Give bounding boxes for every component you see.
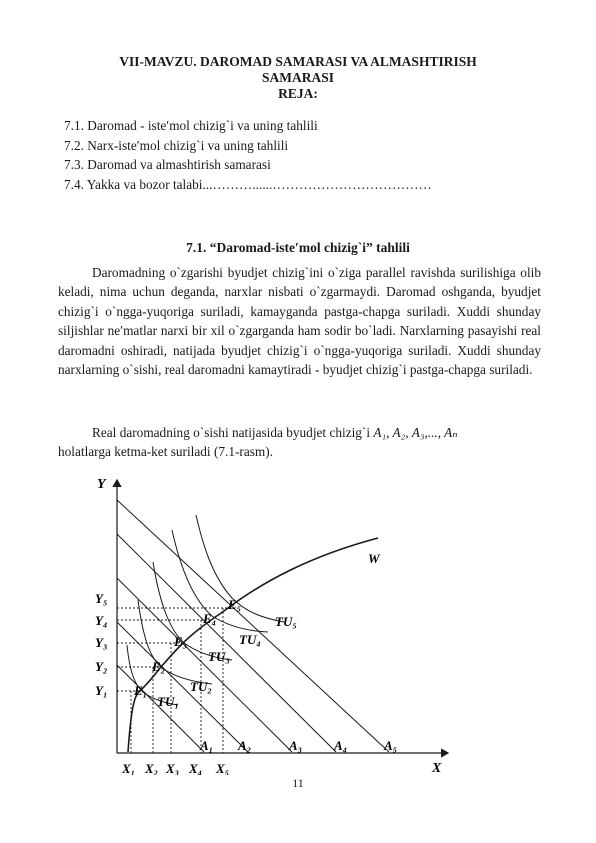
- title-line-2: SAMARASI: [261, 70, 334, 85]
- x-tick-label: X₃: [166, 761, 180, 775]
- equilibrium-label: E₄: [203, 611, 217, 626]
- budget-line-a5: [117, 500, 389, 752]
- indifference-label: TU₄: [239, 632, 261, 647]
- budget-sequence-formula: A₁, A₂, A₃,..., Aₙ: [373, 425, 458, 440]
- budget-label: A₅: [384, 738, 398, 753]
- chapter-title: [60, 54, 536, 102]
- y-axis-label: Y: [97, 477, 106, 492]
- plan-item: 7.4. Yakka va bozor talabi...………......………………………………: [64, 176, 432, 192]
- section-title: 7.1. “Daromad-iste′mol chizig`i” tahlili: [186, 240, 410, 255]
- paragraph-text: holatlarga ketma-ket suriladi (7.1-rasm).: [58, 444, 274, 460]
- budget-label: A₃: [289, 738, 303, 753]
- body-paragraph-1: [58, 263, 541, 379]
- y-tick-label: Y₅: [95, 591, 108, 606]
- x-tick-label: X₂: [145, 761, 159, 775]
- plan-heading: REJA:: [278, 86, 318, 101]
- y-tick-label: Y₁: [95, 683, 108, 698]
- body-paragraph-2: [58, 423, 541, 462]
- y-tick-label: Y₃: [95, 635, 108, 650]
- indifference-label: TU₅: [275, 614, 297, 629]
- x-axis-label: X: [432, 761, 442, 775]
- x-tick-label: X₄: [189, 761, 203, 775]
- equilibrium-label: E₁: [134, 683, 148, 698]
- equilibrium-label: E₅: [228, 597, 242, 612]
- budget-label: A₄: [334, 738, 348, 753]
- budget-line-a3: [117, 578, 292, 752]
- equilibrium-label: E₂: [152, 659, 166, 674]
- plan-item: 7.2. Narx-iste′mol chizig`i va uning tahlili: [64, 137, 289, 153]
- indifference-label: TU₁: [157, 694, 179, 709]
- budget-label: A₂: [238, 738, 252, 753]
- income-consumption-figure: [0, 470, 596, 775]
- curve-w-label: W: [368, 551, 380, 566]
- plan-list: [64, 116, 432, 194]
- title-line-1: VII-MAVZU. DAROMAD SAMARASI VA ALMASHTIRISH: [119, 54, 477, 69]
- plan-item: 7.1. Daromad - iste′mol chizig`i va uning tahlili: [64, 118, 318, 133]
- indifference-label: TU₃: [208, 649, 230, 664]
- y-tick-label: Y₂: [95, 659, 108, 674]
- budget-label: A₁: [200, 738, 214, 753]
- y-tick-label: Y₄: [95, 613, 108, 628]
- page-number: 11: [292, 776, 304, 790]
- paragraph-text: Real daromadning o`sishi natijasida byudjet chizig`i: [92, 425, 371, 440]
- indifference-curve-tu3: [153, 562, 232, 660]
- x-tick-label: X₁: [122, 761, 136, 775]
- indifference-label: TU₂: [190, 679, 212, 694]
- paragraph-line: [58, 423, 541, 442]
- paragraph-text: Daromadning o`zgarishi byudjet chizig`ini o`ziga parallel ravishda surilishiga olib keladi, nima uchun deganda, narxlar nisbati o`zgarmaydi. Daromad oshganda, byudjet chizig`i o`ngga-yuqoriga suriladi, kamayganda pastga-chapga suriladi. Xuddi shunday siljishlar ne′matlar narxi bir xil o`zgarganda ham sodir bo`ladi. Narxlarning pasayishi real daromadni oshiradi, natijada byudjet chizig`i o`ngga-yuqoriga suriladi. Xuddi shunday narxlarning o`sishi, real daromadni kamaytiradi - byudjet chizig`i pastga-chapga suriladi.: [58, 265, 541, 378]
- plan-item: 7.3. Daromad va almashtirish samarasi: [64, 157, 271, 172]
- x-tick-label: X₅: [216, 761, 230, 775]
- equilibrium-label: E₃: [174, 634, 188, 649]
